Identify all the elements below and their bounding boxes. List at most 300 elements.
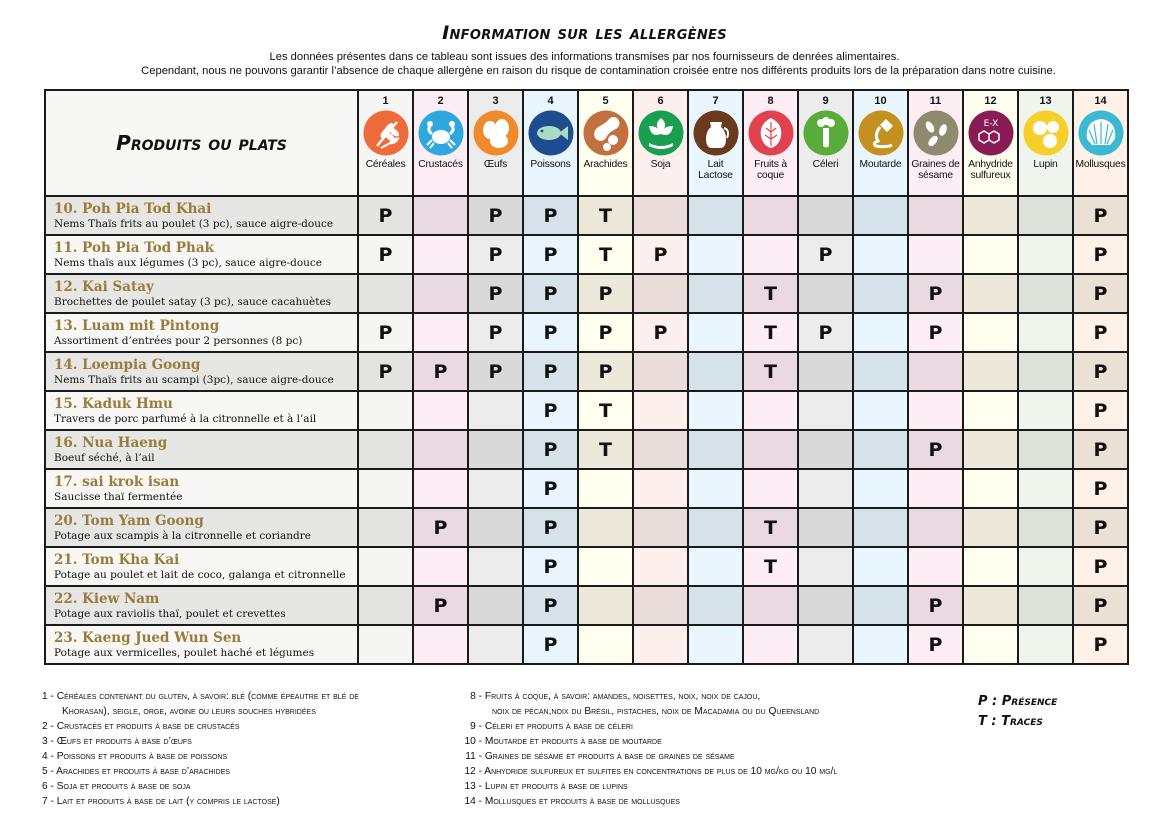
allergen-cell [963, 547, 1018, 586]
allergen-cell [743, 235, 798, 274]
allergen-number: 10 [874, 95, 887, 107]
dish-cell [45, 508, 358, 547]
sesame-icon [913, 110, 959, 156]
allergen-cell [358, 274, 413, 313]
header-row [45, 90, 1128, 196]
allergen-cell: P [908, 586, 963, 625]
allergen-cell: P [798, 235, 853, 274]
allergen-cell: P [413, 508, 468, 547]
allergen-cell: P [908, 274, 963, 313]
allergen-cell [853, 313, 908, 352]
allergen-cell [633, 625, 688, 664]
legend-number: 6 - [42, 781, 54, 792]
allergen-cell [633, 391, 688, 430]
allergen-cell [358, 391, 413, 430]
allergen-cell [688, 235, 743, 274]
allergen-cell: P [358, 313, 413, 352]
allergen-cell: P [1073, 235, 1128, 274]
allergen-cell: P [523, 430, 578, 469]
legend-number: 9 - [470, 721, 482, 732]
allergen-cell [578, 625, 633, 664]
legend-number: 11 - [465, 751, 482, 762]
legend-item [42, 734, 359, 749]
allergen-cell: P [1073, 625, 1128, 664]
allergen-number: 5 [602, 95, 609, 107]
allergen-name: Mollusques [1075, 159, 1126, 170]
allergen-column-header [578, 90, 633, 196]
legend-text: Poissons et produits à base de poissons [56, 751, 228, 762]
allergen-cell [358, 469, 413, 508]
allergen-cell [688, 313, 743, 352]
allergen-cell [853, 547, 908, 586]
allergen-cell: P [523, 586, 578, 625]
table-row [45, 508, 1128, 547]
allergen-cell: T [578, 430, 633, 469]
allergen-cell [688, 586, 743, 625]
legend-text: Arachides et produits à base d’arachides [56, 766, 230, 777]
dish-description: Nems thaïs aux légumes (3 pc), sauce aigre-douce [54, 256, 322, 269]
eggs-icon [473, 110, 519, 156]
dish-description: Assortiment d’entrées pour 2 personnes (8 pc) [54, 334, 303, 347]
dish-name: 17. sai krok isan [54, 473, 180, 490]
allergen-cell: P [1073, 547, 1128, 586]
dish-description: Potage au poulet et lait de coco, galanga et citronnelle [54, 568, 346, 581]
allergen-cell [798, 391, 853, 430]
allergen-column-header [743, 90, 798, 196]
allergen-cell [798, 547, 853, 586]
allergen-cell [413, 313, 468, 352]
legend-text: Mollusques et produits à base de mollusques [484, 796, 680, 807]
allergen-cell [1018, 196, 1073, 235]
allergen-column-header [633, 90, 688, 196]
allergen-cell [633, 469, 688, 508]
mustard-icon [858, 110, 904, 156]
wheat-icon [363, 110, 409, 156]
allergen-cell [908, 391, 963, 430]
allergen-cell [358, 586, 413, 625]
allergen-name: Arachides [583, 159, 628, 170]
allergen-cell [468, 547, 523, 586]
allergen-name: Céréales [365, 159, 406, 170]
allergen-cell [1018, 352, 1073, 391]
allergen-cell [853, 235, 908, 274]
allergen-cell [1018, 625, 1073, 664]
allergen-cell [908, 196, 963, 235]
dish-cell [45, 586, 358, 625]
table-row [45, 274, 1128, 313]
legend-number: 14 - [464, 796, 482, 807]
allergen-cell: P [1073, 508, 1128, 547]
allergen-number: 6 [657, 95, 664, 107]
dish-name: 20. Tom Yam Goong [54, 512, 204, 529]
legend-right-column [460, 689, 837, 809]
page-title: Information sur les allergènes [442, 22, 727, 44]
dish-cell [45, 352, 358, 391]
allergen-cell: P [523, 235, 578, 274]
allergen-cell [688, 469, 743, 508]
allergen-name: Crustacés [418, 159, 463, 170]
allergen-cell [413, 196, 468, 235]
allergen-cell: T [743, 313, 798, 352]
subtitle-line-2: Cependant, nous ne pouvons garantir l’absence de chaque allergène en raison du risque de contamination croisée entre nos différents produits lors de la préparation dans notre cuisine. [141, 65, 1056, 77]
allergen-cell: P [523, 508, 578, 547]
table-row [45, 469, 1128, 508]
legend-text: Moutarde et produits à base de moutarde [484, 736, 662, 747]
dish-name: 14. Loempia Goong [54, 356, 201, 373]
allergen-cell [468, 469, 523, 508]
allergen-column-header [523, 90, 578, 196]
allergen-cell [578, 547, 633, 586]
allergen-cell: P [523, 625, 578, 664]
allergen-number: 9 [822, 95, 829, 107]
dish-name: 12. Kai Satay [54, 278, 154, 295]
allergen-cell [1018, 508, 1073, 547]
allergen-cell [1018, 547, 1073, 586]
legend-text: Anhydride sulfureux et sulfites en concentrations de plus de 10 mg/kg ou 10 mg/l [484, 766, 838, 777]
allergen-cell: P [578, 313, 633, 352]
dish-description: Potage aux raviolis thaï, poulet et crevettes [54, 607, 286, 620]
allergen-cell: P [798, 313, 853, 352]
dish-description: Travers de porc parfumé à la citronnelle et à l’ail [54, 412, 317, 425]
dish-cell [45, 469, 358, 508]
allergen-cell [633, 430, 688, 469]
dish-description: Potage aux scampis à la citronnelle et coriandre [54, 529, 311, 542]
allergen-cell [688, 430, 743, 469]
table-row [45, 313, 1128, 352]
table-row [45, 430, 1128, 469]
allergen-number: 12 [984, 95, 997, 107]
allergen-cell: P [578, 274, 633, 313]
allergen-cell: T [743, 547, 798, 586]
allergen-cell [743, 625, 798, 664]
allergen-cell [1018, 469, 1073, 508]
allergen-cell [1018, 235, 1073, 274]
allergen-cell: P [1073, 274, 1128, 313]
legend-text: Lait et produits à base de lait (y compris le lactose) [56, 796, 280, 807]
allergen-cell [468, 391, 523, 430]
legend-item [460, 779, 837, 794]
allergen-cell [468, 430, 523, 469]
dish-name: 11. Poh Pia Tod Phak [54, 239, 214, 256]
dish-description: Nems Thaïs frits au scampi (3pc), sauce aigre-douce [54, 373, 334, 386]
legend-item [460, 749, 837, 764]
lupin-icon [1023, 110, 1069, 156]
allergen-cell: P [523, 547, 578, 586]
allergen-cell: P [358, 235, 413, 274]
allergen-cell: P [523, 469, 578, 508]
allergen-cell [963, 625, 1018, 664]
allergen-cell [688, 508, 743, 547]
dish-description: Saucisse thaï fermentée [54, 490, 183, 503]
allergen-cell [963, 274, 1018, 313]
legend-number: 12 - [464, 766, 482, 777]
allergen-number: 3 [492, 95, 499, 107]
allergen-cell: P [358, 196, 413, 235]
allergen-cell [413, 625, 468, 664]
fish-icon [528, 110, 574, 156]
legend-number: 2 - [42, 721, 54, 732]
allergen-cell: P [1073, 352, 1128, 391]
allergen-name: Lupin [1033, 159, 1058, 170]
allergen-cell [798, 508, 853, 547]
allergen-cell [908, 352, 963, 391]
allergen-cell [908, 469, 963, 508]
dish-cell [45, 547, 358, 586]
allergen-name: Lait Lactose [698, 159, 733, 181]
allergen-cell: P [578, 352, 633, 391]
dish-name: 22. Kiew Nam [54, 590, 160, 607]
table-row [45, 352, 1128, 391]
allergen-cell [853, 430, 908, 469]
table-row [45, 196, 1128, 235]
allergen-name: Œufs [483, 159, 508, 170]
dish-name: 21. Tom Kha Kai [54, 551, 180, 568]
allergen-cell [798, 469, 853, 508]
allergen-cell [963, 313, 1018, 352]
allergen-cell: P [908, 430, 963, 469]
allergen-cell [688, 547, 743, 586]
allergen-cell [963, 196, 1018, 235]
allergen-cell [798, 625, 853, 664]
table-row [45, 391, 1128, 430]
subtitle-line-1: Les données présentes dans ce tableau sont issues des informations transmises par nos fournisseurs de denrées alimentaires. [269, 51, 900, 63]
allergen-cell [468, 625, 523, 664]
legend-continuation: noix de pécan,noix du Brésil, pistaches, noix de Macadamia ou du Queensland [492, 706, 820, 717]
dish-cell [45, 313, 358, 352]
allergen-column-header [1018, 90, 1073, 196]
allergen-cell [633, 547, 688, 586]
allergen-cell: P [523, 196, 578, 235]
allergen-cell [963, 508, 1018, 547]
allergen-cell [358, 625, 413, 664]
allergen-cell [743, 430, 798, 469]
allergen-cell: P [1073, 586, 1128, 625]
allergen-cell [688, 274, 743, 313]
allergen-cell [853, 274, 908, 313]
allergen-column-header [908, 90, 963, 196]
allergen-cell [578, 469, 633, 508]
legend-item [460, 734, 837, 749]
allergen-cell [688, 391, 743, 430]
allergen-cell [908, 508, 963, 547]
legend-number: 13 - [464, 781, 482, 792]
allergen-name: Moutarde [859, 159, 902, 170]
allergen-cell [633, 274, 688, 313]
allergen-cell: P [1073, 469, 1128, 508]
allergen-cell [413, 430, 468, 469]
allergen-cell: P [1073, 430, 1128, 469]
allergen-cell: P [523, 274, 578, 313]
allergen-cell [743, 196, 798, 235]
allergen-column-header [688, 90, 743, 196]
table-row [45, 625, 1128, 664]
allergen-cell: T [743, 274, 798, 313]
allergen-cell [358, 547, 413, 586]
legend-number: 7 - [42, 796, 54, 807]
products-header: Produits ou plats [45, 90, 358, 196]
allergen-cell: P [1073, 313, 1128, 352]
legend-item [460, 719, 837, 734]
allergen-number: 11 [929, 95, 942, 107]
allergen-cell: P [413, 586, 468, 625]
table-row [45, 547, 1128, 586]
dish-cell [45, 235, 358, 274]
legend-text: Soja et produits à base de soja [56, 781, 191, 792]
allergen-cell: P [908, 625, 963, 664]
allergen-cell [413, 547, 468, 586]
peanut-icon [583, 110, 629, 156]
allergen-cell [633, 352, 688, 391]
legend-continuation: Khorasan), seigle, orge, avoine ou leurs souches hybridées [62, 706, 316, 717]
allergen-cell [633, 586, 688, 625]
legend-text: Graines de sésame et produits à base de graines de sésame [484, 751, 735, 762]
dish-cell [45, 625, 358, 664]
legend-item [460, 689, 837, 704]
allergen-cell [798, 352, 853, 391]
allergen-name: Fruits à coque [754, 159, 787, 181]
allergen-cell [688, 352, 743, 391]
allergen-cell [743, 391, 798, 430]
legend-text: Œufs et produits à base d’œufs [56, 736, 192, 747]
allergen-column-header [798, 90, 853, 196]
legend-item [460, 794, 837, 809]
allergen-cell [1018, 274, 1073, 313]
allergen-number: 14 [1094, 95, 1107, 107]
allergen-cell: P [468, 274, 523, 313]
allergen-name: Céleri [812, 159, 839, 170]
allergen-cell [963, 430, 1018, 469]
allergen-cell [798, 586, 853, 625]
allergen-cell [853, 625, 908, 664]
allergen-cell: P [523, 313, 578, 352]
legend-item [42, 794, 359, 809]
allergen-cell: P [1073, 196, 1128, 235]
milk-jug-icon [693, 110, 739, 156]
allergen-cell [853, 469, 908, 508]
allergen-number: 7 [712, 95, 719, 107]
dish-description: Boeuf séché, à l’ail [54, 451, 155, 464]
allergen-cell [853, 586, 908, 625]
legend-text: Lupin et produits à base de lupins [484, 781, 628, 792]
allergen-cell [743, 586, 798, 625]
dish-cell [45, 196, 358, 235]
nut-icon [748, 110, 794, 156]
allergen-column-header [963, 90, 1018, 196]
allergen-cell [853, 508, 908, 547]
dish-cell [45, 274, 358, 313]
allergen-cell [1018, 430, 1073, 469]
soy-icon [638, 110, 684, 156]
legend-text: Céréales contenant du gluten, à savoir: blé (comme épeautre et blé de [56, 691, 359, 702]
allergen-cell [413, 235, 468, 274]
table-body [45, 196, 1128, 664]
key-presence: P : Présence [978, 694, 1058, 709]
allergen-cell: P [633, 235, 688, 274]
allergen-cell [1018, 391, 1073, 430]
shell-icon [1078, 110, 1124, 156]
allergen-column-header [358, 90, 413, 196]
svg-text:E-X: E-X [983, 119, 998, 129]
legend-number: 3 - [42, 736, 54, 747]
legend-text: Céleri et produits à base de céleri [484, 721, 633, 732]
allergen-cell: P [1073, 391, 1128, 430]
allergen-cell [963, 235, 1018, 274]
allergen-cell [688, 625, 743, 664]
legend-item [42, 779, 359, 794]
legend-item [42, 764, 359, 779]
allergen-cell [1018, 586, 1073, 625]
allergen-cell [413, 469, 468, 508]
allergen-cell: P [358, 352, 413, 391]
legend-text: Fruits à coque, à savoir: amandes, noisettes, noix, noix de cajou, [484, 691, 761, 702]
allergen-cell: P [413, 352, 468, 391]
allergen-number: 13 [1039, 95, 1052, 107]
allergen-table [44, 89, 1129, 665]
allergen-cell: P [468, 196, 523, 235]
allergen-cell [413, 391, 468, 430]
legend-item [460, 764, 837, 779]
legend-number: 5 - [42, 766, 54, 777]
legend-item [42, 749, 359, 764]
symbol-key [978, 692, 1057, 732]
allergen-cell [963, 469, 1018, 508]
allergen-name: Graines de sésame [911, 159, 960, 181]
legend-item [42, 689, 359, 704]
allergen-name: Anhydride sulfureux [968, 159, 1013, 181]
allergen-cell [963, 391, 1018, 430]
allergen-cell: T [743, 352, 798, 391]
allergen-cell: P [633, 313, 688, 352]
allergen-cell [688, 196, 743, 235]
allergen-name: Soja [650, 159, 671, 170]
dish-description: Nems Thaïs frits au poulet (3 pc), sauce aigre-douce [54, 217, 334, 230]
dish-name: 23. Kaeng Jued Wun Sen [54, 629, 242, 646]
allergen-cell [468, 586, 523, 625]
allergen-cell [908, 547, 963, 586]
legend-text: Crustacés et produits à base de crustacés [56, 721, 240, 732]
allergen-cell [358, 430, 413, 469]
allergen-number: 2 [437, 95, 444, 107]
allergen-cell [743, 469, 798, 508]
dish-name: 16. Nua Haeng [54, 434, 168, 451]
legend-number: 1 - [42, 691, 54, 702]
allergen-column-header [1073, 90, 1128, 196]
allergen-cell: T [743, 508, 798, 547]
allergen-cell [633, 508, 688, 547]
allergen-cell: P [468, 313, 523, 352]
table-row [45, 235, 1128, 274]
legend-number: 4 - [42, 751, 54, 762]
celery-icon [803, 110, 849, 156]
allergen-cell [908, 235, 963, 274]
table-row [45, 586, 1128, 625]
allergen-cell [358, 508, 413, 547]
allergen-cell: P [523, 352, 578, 391]
allergen-column-header [853, 90, 908, 196]
allergen-number: 8 [767, 95, 774, 107]
allergen-cell: P [468, 235, 523, 274]
allergen-cell [468, 508, 523, 547]
legend-number: 8 - [470, 691, 482, 702]
allergen-cell: T [578, 196, 633, 235]
allergen-cell: T [578, 391, 633, 430]
dish-description: Brochettes de poulet satay (3 pc), sauce cacahuètes [54, 295, 332, 308]
allergen-column-header [413, 90, 468, 196]
allergen-name: Poissons [530, 159, 571, 170]
allergen-cell: P [523, 391, 578, 430]
key-traces: T : Traces [978, 714, 1043, 729]
sulphite-icon [968, 110, 1014, 156]
